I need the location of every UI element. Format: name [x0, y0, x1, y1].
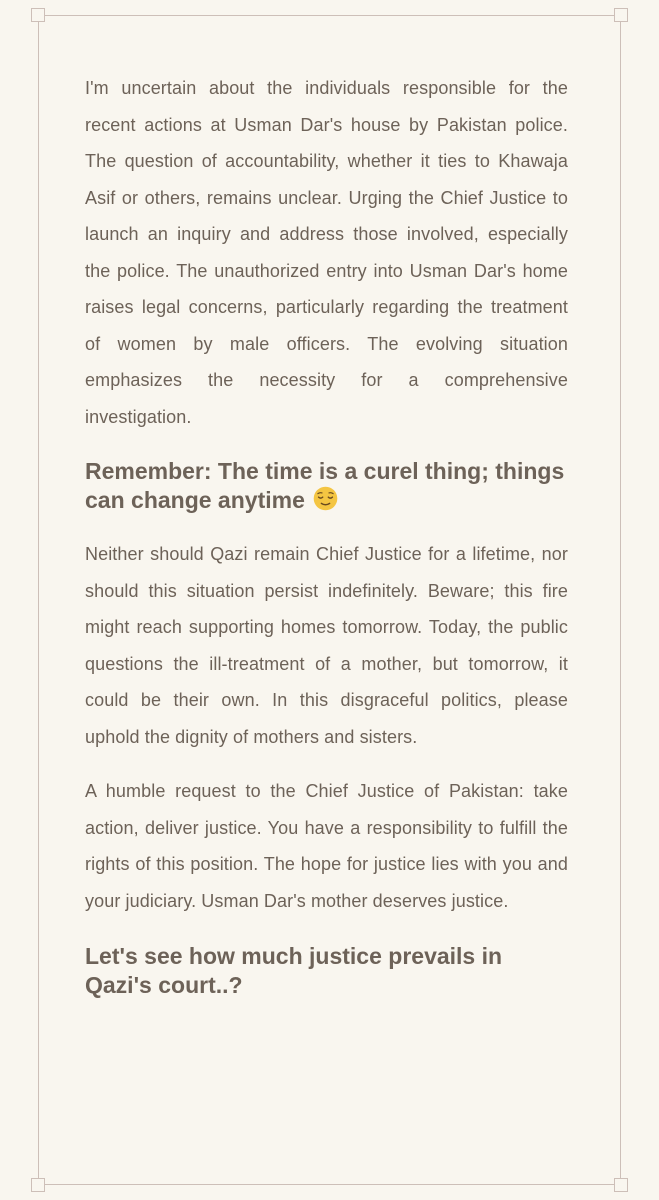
frame-corner-bottom-right [614, 1178, 628, 1192]
article-body [85, 70, 568, 1000]
frame-corner-bottom-left [31, 1178, 45, 1192]
frame-corner-top-right [614, 8, 628, 22]
relieved-face-icon [313, 486, 338, 511]
paragraph-2: Neither should Qazi remain Chief Justice for a lifetime, nor should this situation persist indefinitely. Beware; this fire might reach supporting homes tomorrow. Today, the public questions the ill-treatment of a mother, but tomorrow, it could be their own. In this disgraceful politics, please uphold the dignity of mothers and sisters. [85, 544, 568, 747]
heading-1-text: Remember: The time is a curel thing; things can change anytime [85, 458, 565, 513]
paragraph-1: I'm uncertain about the individuals responsible for the recent actions at Usman Dar's house by Pakistan police. The question of accountability, whether it ties to Khawaja Asif or others, remains unclear. Urging the Chief Justice to launch an inquiry and address those involved, especially the police. The unauthorized entry into Usman Dar's home raises legal concerns, particularly regarding the treatment of women by male officers. The evolving situation emphasizes the necessity for a comprehensive investigation. [85, 78, 568, 427]
heading-2: Let's see how much justice prevails in Qazi's court..? [85, 943, 503, 998]
heading-1 [85, 457, 568, 515]
paragraph-3: A humble request to the Chief Justice of Pakistan: take action, deliver justice. You have a responsibility to fulfill the rights of this position. The hope for justice lies with you and your judiciary. Usman Dar's mother deserves justice. [85, 781, 568, 911]
frame-corner-top-left [31, 8, 45, 22]
